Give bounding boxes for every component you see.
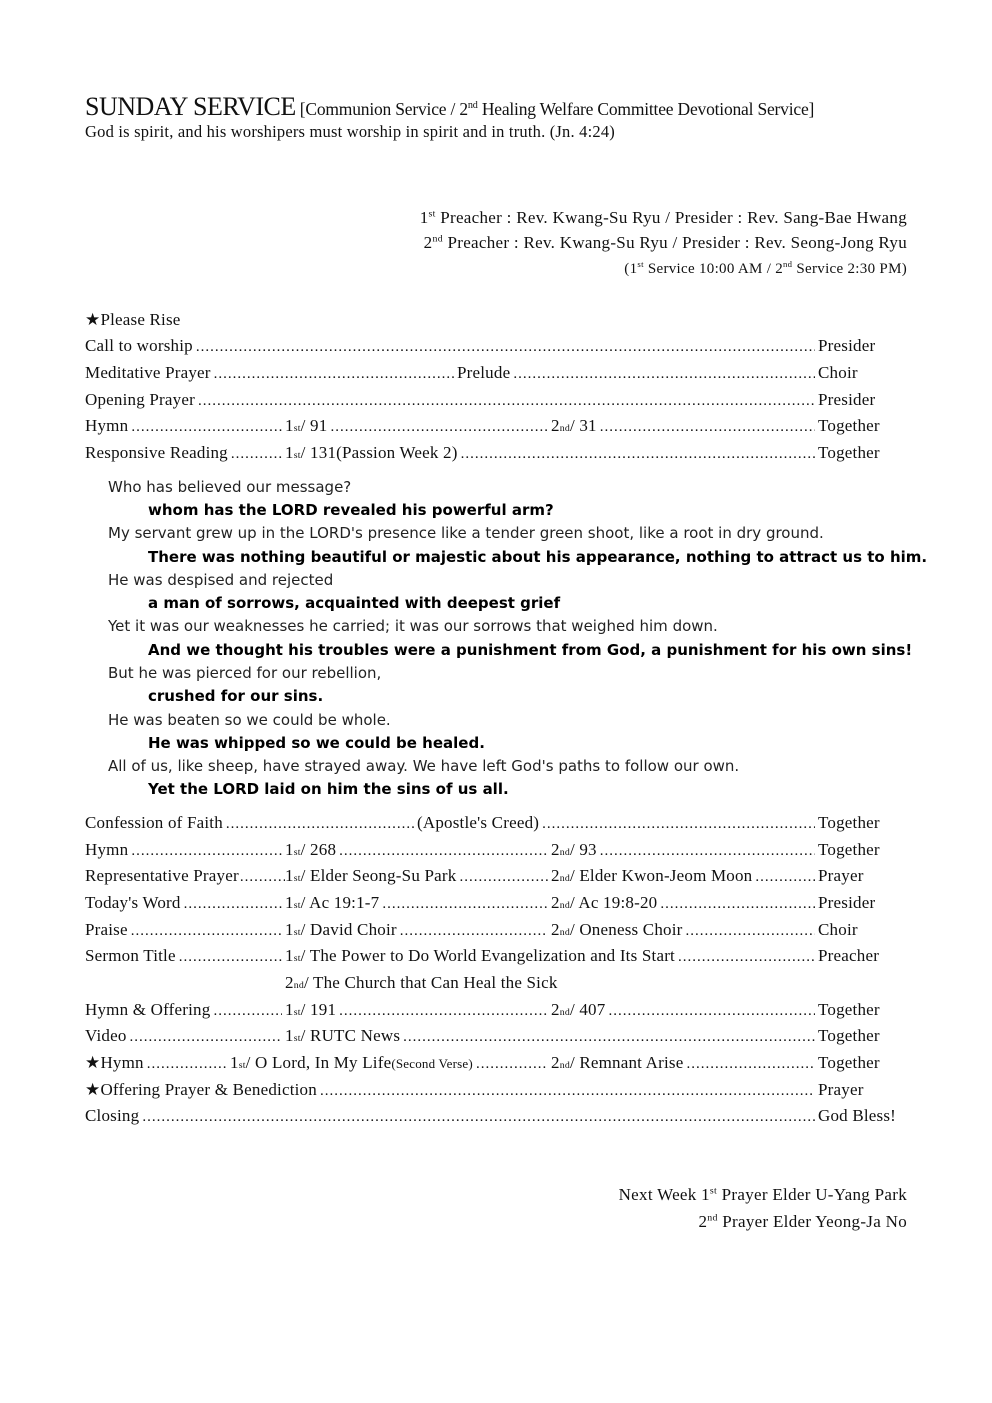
item-label: Call to worship: [85, 336, 193, 355]
dot-leader: [678, 944, 815, 970]
dot-leader: [755, 864, 815, 890]
first-service-value: / 268: [300, 840, 337, 859]
ordinal: 2: [551, 866, 560, 885]
item-role: Together: [818, 1053, 880, 1072]
item-label: Meditative Prayer: [85, 363, 211, 382]
item-role: Prayer: [818, 866, 864, 885]
item-role: Together: [818, 416, 880, 435]
dot-leader: [213, 998, 282, 1024]
item-label: Representative Prayer: [85, 866, 239, 885]
ordinal: 1: [285, 1026, 294, 1045]
dot-leader: [142, 1104, 815, 1130]
dot-leader: [240, 864, 285, 890]
order-row-hymn: Hymn ..... 1 st / 268 ..... 2 nd / 93 ..... Together: [85, 837, 907, 863]
item-role: Together: [818, 840, 880, 859]
dot-leader: [382, 891, 548, 917]
order-row-video: Video ..... 1 st / RUTC News ..... Together: [85, 1023, 907, 1049]
order-row-responsive-reading: Responsive Reading ..... 1 st / 131(Passion Week 2) ..... Together: [85, 440, 907, 466]
ordinal: 1: [230, 1053, 239, 1072]
dot-leader: [131, 414, 282, 440]
ordinal: 1: [285, 1000, 294, 1019]
dot-leader: [459, 864, 548, 890]
order-row-sermon-title-2nd: 2 nd / The Church that Can Heal the Sick: [85, 970, 907, 996]
order-row-todays-word: Today's Word ..... 1 st / Ac 19:1-7 ..... 2 nd / Ac 19:8-20 ..... Presider: [85, 890, 907, 916]
item-label: ★Hymn: [85, 1053, 144, 1072]
times-text: Service 2:30 PM): [792, 261, 907, 277]
first-service-value: / David Choir: [300, 920, 397, 939]
reading-leader-line: Yet it was our weaknesses he carried; it was our sorrows that weighed him down.: [108, 617, 718, 635]
ordinal: 2: [285, 973, 294, 992]
ordinal: 1: [285, 866, 294, 885]
second-service-value: / Oneness Choir: [569, 920, 683, 939]
second-service-value: / The Church that Can Heal the Sick: [303, 973, 558, 992]
order-row-praise: Praise ..... 1 st / David Choir ..... 2 nd / Oneness Choir ..... Choir: [85, 917, 907, 943]
order-row-meditative-prayer: [85, 360, 907, 386]
first-service-value: / 191: [300, 1000, 337, 1019]
first-service-value: / Ac 19:1-7: [300, 893, 380, 912]
ordinal-suffix: st: [428, 208, 436, 220]
dot-leader: [131, 838, 282, 864]
preacher-line-2: [424, 233, 907, 253]
next-week-text: Prayer Elder U-Yang Park: [717, 1185, 907, 1204]
dot-leader: [608, 998, 815, 1024]
order-row-standing-hymn: ★Hymn ..... 1 st / O Lord, In My Life (Second Verse) ..... 2 nd / Remnant Arise ..... Together: [85, 1050, 907, 1076]
reading-people-line: There was nothing beautiful or majestic about his appearance, nothing to attract us to him.: [148, 548, 928, 566]
first-service-value: / O Lord, In My Life: [245, 1053, 392, 1072]
item-detail: Prelude: [457, 363, 511, 382]
reading-leader-line: But he was pierced for our rebellion,: [108, 664, 382, 682]
ordinal: 2: [551, 1053, 560, 1072]
item-role: Together: [818, 1026, 880, 1045]
dot-leader: [461, 441, 815, 467]
item-role: Together: [818, 1000, 880, 1019]
dot-leader: [130, 1024, 282, 1050]
dot-leader: [320, 1078, 815, 1104]
dot-leader: [339, 998, 548, 1024]
ordinal-suffix: nd: [432, 233, 443, 245]
item-role: Together: [818, 443, 880, 462]
ordinal-suffix: nd: [783, 259, 793, 269]
second-service-value: / Remnant Arise: [569, 1053, 684, 1072]
dot-leader: [542, 811, 815, 837]
dot-leader: [400, 918, 548, 944]
item-role: Choir: [818, 920, 858, 939]
dot-leader: [231, 441, 282, 467]
dot-leader: [339, 838, 548, 864]
item-role: Choir: [818, 363, 858, 382]
item-label: Closing: [85, 1106, 140, 1125]
first-service-value: / 91: [300, 416, 328, 435]
preacher-line-1: [420, 208, 907, 228]
times-text: Service 10:00 AM / 2: [643, 261, 784, 277]
item-role: Presider: [818, 893, 876, 912]
theme-verse: God is spirit, and his worshipers must worship in spirit and in truth. (Jn. 4:24): [85, 122, 615, 141]
preacher-text: Preacher : Rev. Kwang-Su Ryu / Presider : Rev. Seong-Jong Ryu: [442, 233, 907, 252]
item-label: Hymn: [85, 840, 129, 859]
dot-leader: [198, 388, 815, 414]
dot-leader: [686, 918, 816, 944]
item-role: Together: [818, 813, 880, 832]
item-role: Presider: [818, 390, 876, 409]
item-label: ★Offering Prayer & Benediction: [85, 1080, 317, 1099]
ordinal: 1: [285, 893, 294, 912]
dot-leader: [184, 891, 282, 917]
service-times: [624, 261, 907, 278]
ordinal: 2: [551, 893, 560, 912]
dot-leader: [330, 414, 548, 440]
dot-leader: [131, 918, 282, 944]
ordinal: 1: [419, 208, 429, 227]
reading-people-line: Yet the LORD laid on him the sins of us all.: [148, 780, 509, 798]
item-label: Hymn & Offering: [85, 1000, 211, 1019]
item-label: Today's Word: [85, 893, 181, 912]
reading-leader-line: My servant grew up in the LORD's presence like a tender green shoot, like a root in dry ground.: [108, 524, 824, 542]
item-role: Preacher: [818, 946, 880, 965]
reading-leader-line: He was despised and rejected: [108, 571, 334, 589]
second-service-value: / Ac 19:8-20: [569, 893, 658, 912]
order-row-hymn: Hymn ..... 1 st / 91 ..... 2 nd / 31 ..... Together: [85, 413, 907, 439]
item-label: Video: [85, 1026, 127, 1045]
item-label: Responsive Reading: [85, 443, 228, 462]
order-row-confession: [85, 810, 907, 836]
item-role: Presider: [818, 336, 876, 355]
ordinal-suffix: st: [709, 1185, 718, 1197]
dot-leader: [600, 414, 815, 440]
please-rise-row: [85, 307, 907, 333]
service-title: [85, 92, 814, 122]
ordinal: 1: [285, 443, 294, 462]
ordinal: 1: [285, 840, 294, 859]
dot-leader: [147, 1051, 227, 1077]
service-subtitle: [300, 99, 814, 119]
ordinal: 2: [423, 233, 433, 252]
item-role: God Bless!: [818, 1106, 897, 1125]
ordinal: 2: [551, 920, 560, 939]
item-label: Opening Prayer: [85, 390, 195, 409]
dot-leader: [196, 334, 815, 360]
dot-leader: [476, 1051, 548, 1077]
ordinal: 1: [285, 416, 294, 435]
ordinal-suffix: nd: [467, 100, 478, 112]
order-row-offering-prayer: [85, 1077, 907, 1103]
next-week-text: Next Week 1: [618, 1185, 710, 1204]
order-row-hymn-offering: Hymn & Offering ..... 1 st / 191 ..... 2 nd / 407 ..... Together: [85, 997, 907, 1023]
reading-people-line: crushed for our sins.: [148, 687, 324, 705]
next-week-text: 2: [698, 1212, 708, 1231]
subtitle-text: [Communion Service / 2: [299, 99, 468, 119]
next-week-text: Prayer Elder Yeong-Ja No: [717, 1212, 907, 1231]
ordinal: 1: [285, 946, 294, 965]
item-detail: (Apostle's Creed): [417, 813, 540, 832]
second-service-value: / 407: [569, 1000, 606, 1019]
first-service-value: / RUTC News: [300, 1026, 401, 1045]
reading-leader-line: All of us, like sheep, have strayed away. We have left God's paths to follow our own.: [108, 757, 740, 775]
first-service-value: / 131(Passion Week 2): [300, 443, 458, 462]
next-week-line-2: [698, 1212, 907, 1232]
verse-note: (Second Verse): [391, 1056, 473, 1071]
dot-leader: [600, 838, 815, 864]
ordinal-suffix: st: [637, 259, 644, 269]
ordinal: 2: [551, 416, 560, 435]
dot-leader: [686, 1051, 815, 1077]
item-label: Praise: [85, 920, 128, 939]
item-label: Hymn: [85, 416, 129, 435]
second-service-value: / Elder Kwon-Jeom Moon: [569, 866, 753, 885]
second-service-value: / 93: [569, 840, 597, 859]
reading-people-line: And we thought his troubles were a punishment from God, a punishment for his own sins!: [148, 641, 913, 659]
order-row-representative-prayer: Representative Prayer ..... 1 st / Elder Seong-Su Park ..... 2 nd / Elder Kwon-Jeom Moon ..... Prayer: [85, 863, 907, 889]
page-title: SUNDAY SERVICE: [85, 92, 296, 121]
reading-people-line: whom has the LORD revealed his powerful arm?: [148, 501, 554, 519]
dot-leader: [179, 944, 282, 970]
dot-leader: [660, 891, 815, 917]
dot-leader: [403, 1024, 815, 1050]
first-service-value: / The Power to Do World Evangelization and Its Start: [300, 946, 675, 965]
reading-leader-line: Who has believed our message?: [108, 478, 352, 496]
ordinal: 2: [551, 840, 560, 859]
item-label: Confession of Faith: [85, 813, 223, 832]
order-row-closing: [85, 1103, 907, 1129]
second-service-value: / 31: [569, 416, 597, 435]
first-service-value: / Elder Seong-Su Park: [300, 866, 457, 885]
ordinal: 1: [285, 920, 294, 939]
please-rise-label: ★Please Rise: [85, 310, 181, 329]
ordinal: 2: [551, 1000, 560, 1019]
subtitle-text: Healing Welfare Committee Devotional Service]: [477, 99, 815, 119]
item-role: Prayer: [818, 1080, 864, 1099]
reading-people-line: He was whipped so we could be healed.: [148, 734, 485, 752]
dot-leader: [214, 361, 454, 387]
reading-leader-line: He was beaten so we could be whole.: [108, 711, 391, 729]
order-row-sermon-title: Sermon Title ..... 1 st / The Power to Do World Evangelization and Its Start ..... Preacher: [85, 943, 907, 969]
reading-people-line: a man of sorrows, acquainted with deepest grief: [148, 594, 561, 612]
ordinal-suffix: nd: [707, 1212, 718, 1224]
times-text: (1: [624, 261, 638, 277]
preacher-text: Preacher : Rev. Kwang-Su Ryu / Presider : Rev. Sang-Bae Hwang: [435, 208, 907, 227]
order-row-call-to-worship: [85, 333, 907, 359]
dot-leader: [226, 811, 414, 837]
item-label: Sermon Title: [85, 946, 176, 965]
order-row-opening-prayer: [85, 387, 907, 413]
next-week-line-1: [619, 1185, 907, 1205]
dot-leader: [513, 361, 815, 387]
